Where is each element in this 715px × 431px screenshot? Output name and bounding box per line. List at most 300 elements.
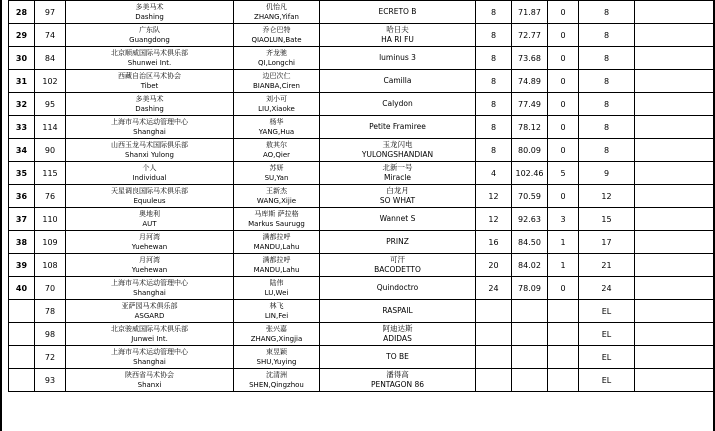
time-time: 77.49 (518, 99, 541, 109)
bib-number-no: 114 (42, 122, 58, 132)
rider-cell (234, 1, 320, 24)
rank-cell (9, 47, 35, 70)
time-time: 80.09 (518, 145, 541, 155)
time-penalties-cell (548, 277, 579, 300)
club-club-en: Shanxi (137, 381, 162, 389)
club-club-en: Shanghai (133, 358, 166, 366)
horse-horse-zh: Petite Framiree (369, 122, 426, 131)
time-penalties-p2: 3 (560, 214, 566, 224)
empty-cell (635, 208, 715, 231)
horse-horse-zh: Calydon (382, 99, 413, 108)
horse-cell (320, 139, 476, 162)
rank-cell (9, 208, 35, 231)
rank-cell (9, 93, 35, 116)
club-club-en: Dashing (135, 13, 164, 21)
rider-rider-zh: 边巴次仁 (262, 72, 291, 80)
bib-number-cell (35, 162, 66, 185)
club-club-en: Guangdong (129, 36, 170, 44)
total-total: EL (601, 375, 612, 385)
rider-cell (234, 185, 320, 208)
rider-rider-en: QI,Longchi (258, 59, 295, 67)
club-club-en: Dashing (135, 105, 164, 113)
bib-number-cell (35, 24, 66, 47)
empty-cell (635, 1, 715, 24)
horse-horse-zh: 玉龙闪电 (382, 140, 413, 149)
rank-cell (9, 70, 35, 93)
total-cell (579, 369, 635, 392)
club-club-en: Shanxi Yulong (125, 151, 174, 159)
time-penalties-p2: 0 (560, 7, 566, 17)
bib-number-no: 102 (42, 76, 58, 86)
rider-rider-en: BIANBA,Ciren (252, 82, 300, 90)
time-penalties-p2: 1 (560, 237, 566, 247)
penalties-p1: 8 (490, 76, 497, 86)
club-cell (66, 93, 234, 116)
rank-cell (9, 346, 35, 369)
empty-cell (635, 139, 715, 162)
horse-cell (320, 346, 476, 369)
time-penalties-cell (548, 47, 579, 70)
table-row (9, 369, 715, 392)
rank-cell (9, 231, 35, 254)
penalties-p1: 8 (490, 99, 497, 109)
bib-number-cell (35, 254, 66, 277)
table-row (9, 208, 715, 231)
total-cell (579, 231, 635, 254)
empty-cell (635, 93, 715, 116)
rider-cell (234, 346, 320, 369)
rank-rank: 28 (15, 7, 28, 17)
club-club-zh: 奥地利 (139, 210, 160, 218)
table-row (9, 346, 715, 369)
table-row (9, 116, 715, 139)
time-penalties-p2: 0 (560, 122, 566, 132)
bib-number-no: 109 (42, 237, 58, 247)
penalties-cell (476, 24, 512, 47)
time-cell (512, 24, 548, 47)
horse-horse-zh: 潘得高 (386, 370, 409, 379)
club-club-en: Yuehewan (131, 243, 168, 251)
time-penalties-p2: 0 (560, 99, 566, 109)
rank-cell (9, 162, 35, 185)
club-club-zh: 天星调良国际马术俱乐部 (111, 187, 188, 195)
time-cell (512, 185, 548, 208)
time-cell (512, 70, 548, 93)
rider-cell (234, 162, 320, 185)
time-cell (512, 277, 548, 300)
penalties-cell (476, 277, 512, 300)
horse-horse-zh: 可汗 (390, 255, 405, 264)
bib-number-cell (35, 139, 66, 162)
penalties-cell (476, 139, 512, 162)
bib-number-cell (35, 185, 66, 208)
empty-cell (635, 185, 715, 208)
time-time: 78.09 (518, 283, 541, 293)
time-cell (512, 162, 548, 185)
bib-number-no: 70 (44, 283, 56, 293)
total-total: 8 (603, 7, 610, 17)
time-penalties-cell (548, 300, 579, 323)
club-cell (66, 369, 234, 392)
club-club-en: Yuehewan (131, 266, 168, 274)
penalties-cell (476, 208, 512, 231)
club-cell (66, 185, 234, 208)
empty-cell (635, 254, 715, 277)
penalties-cell (476, 254, 512, 277)
empty-cell (635, 162, 715, 185)
penalties-p1: 12 (488, 214, 499, 224)
rider-cell (234, 70, 320, 93)
total-total: EL (601, 306, 612, 316)
rider-cell (234, 277, 320, 300)
time-cell (512, 323, 548, 346)
rider-cell (234, 47, 320, 70)
time-cell (512, 254, 548, 277)
horse-cell (320, 93, 476, 116)
club-cell (66, 70, 234, 93)
club-cell (66, 139, 234, 162)
penalties-cell (476, 70, 512, 93)
penalties-p1: 8 (490, 30, 497, 40)
rank-rank: 36 (15, 191, 28, 201)
club-club-en: Junwei Int. (131, 335, 168, 343)
rider-rider-en: AO,Qier (262, 151, 291, 159)
penalties-cell (476, 300, 512, 323)
penalties-cell (476, 116, 512, 139)
rider-cell (234, 300, 320, 323)
horse-horse-zh: 哈日夫 (386, 25, 409, 34)
time-cell (512, 139, 548, 162)
club-club-en: Shanghai (133, 289, 166, 297)
empty-cell (635, 277, 715, 300)
total-total: 21 (601, 260, 612, 270)
total-total: EL (601, 352, 612, 362)
club-club-zh: 亚萨园马术俱乐部 (121, 302, 178, 310)
bib-number-cell (35, 208, 66, 231)
penalties-cell (476, 93, 512, 116)
horse-horse-en: Miracle (383, 173, 412, 182)
time-penalties-p2: 0 (560, 30, 566, 40)
penalties-cell (476, 323, 512, 346)
time-cell (512, 116, 548, 139)
time-penalties-p2: 0 (560, 191, 566, 201)
time-time: 71.87 (518, 7, 541, 17)
total-total: 24 (601, 283, 612, 293)
rank-cell (9, 254, 35, 277)
horse-horse-zh: ECRETO B (378, 7, 417, 16)
bib-number-cell (35, 346, 66, 369)
rider-rider-zh: 束昱颖 (266, 348, 287, 356)
total-cell (579, 323, 635, 346)
bib-number-no: 108 (42, 260, 58, 270)
rank-rank: 34 (15, 145, 28, 155)
time-penalties-p2: 0 (560, 145, 566, 155)
rider-cell (234, 208, 320, 231)
club-club-zh: 上海市马术运动管理中心 (111, 118, 188, 126)
rider-rider-zh: 乔仑巴特 (262, 26, 291, 34)
club-club-zh: 山西玉龙马术国际俱乐部 (111, 141, 188, 149)
rider-rider-zh: 张兴嘉 (266, 325, 287, 333)
rider-rider-zh: 林飞 (269, 302, 284, 310)
bib-number-no: 84 (44, 53, 56, 63)
empty-cell (635, 47, 715, 70)
horse-horse-zh: Camilla (383, 76, 412, 85)
penalties-cell (476, 346, 512, 369)
bib-number-cell (35, 47, 66, 70)
total-cell (579, 116, 635, 139)
bib-number-cell (35, 1, 66, 24)
rider-cell (234, 369, 320, 392)
club-cell (66, 254, 234, 277)
rider-rider-zh: 满都拉呼 (262, 256, 291, 264)
time-cell (512, 47, 548, 70)
penalties-p1: 24 (488, 283, 499, 293)
rider-rider-en: LIN,Fei (264, 312, 289, 320)
penalties-p1: 8 (490, 122, 497, 132)
horse-horse-zh: luminus 3 (379, 53, 416, 62)
horse-horse-en: BACODETTO (374, 265, 421, 274)
club-cell (66, 1, 234, 24)
total-cell (579, 93, 635, 116)
time-cell (512, 300, 548, 323)
horse-horse-zh: 阿迪达斯 (382, 324, 413, 333)
club-cell (66, 208, 234, 231)
empty-cell (635, 24, 715, 47)
rider-rider-en: MANDU,Lahu (253, 266, 300, 274)
time-penalties-cell (548, 24, 579, 47)
total-cell (579, 208, 635, 231)
club-cell (66, 116, 234, 139)
club-cell (66, 323, 234, 346)
bib-number-cell (35, 93, 66, 116)
horse-cell (320, 369, 476, 392)
club-club-en: Individual (132, 174, 167, 182)
time-time: 102.46 (515, 168, 544, 178)
bib-number-cell (35, 300, 66, 323)
total-cell (579, 70, 635, 93)
club-cell (66, 300, 234, 323)
club-club-en: Tibet (140, 82, 159, 90)
horse-cell (320, 300, 476, 323)
bib-number-no: 115 (42, 168, 58, 178)
horse-horse-zh: Wannet S (379, 214, 416, 223)
club-club-en: Equuleus (133, 197, 166, 205)
total-total: 8 (603, 122, 610, 132)
total-cell (579, 24, 635, 47)
club-cell (66, 346, 234, 369)
horse-horse-en: HA RI FU (381, 35, 414, 44)
total-cell (579, 300, 635, 323)
penalties-p1: 4 (490, 168, 497, 178)
horse-cell (320, 185, 476, 208)
rank-cell (9, 139, 35, 162)
total-total: 8 (603, 145, 610, 155)
rank-rank: 30 (15, 53, 28, 63)
rank-cell (9, 300, 35, 323)
rank-rank: 38 (15, 237, 28, 247)
time-cell (512, 93, 548, 116)
horse-horse-en: ADIDAS (383, 334, 412, 343)
table-row (9, 254, 715, 277)
horse-horse-en: YULONGSHANDIAN (361, 150, 434, 159)
table-row (9, 139, 715, 162)
rank-cell (9, 277, 35, 300)
rider-rider-en: LIU,Xiaoke (258, 105, 295, 113)
club-club-zh: 上海市马术运动管理中心 (111, 279, 188, 287)
horse-cell (320, 162, 476, 185)
rider-rider-zh: 满都拉呼 (262, 233, 291, 241)
table-row (9, 300, 715, 323)
club-club-zh: 北京骏威国际马术俱乐部 (111, 325, 188, 333)
table-row (9, 47, 715, 70)
rank-cell (9, 185, 35, 208)
total-total: 8 (603, 30, 610, 40)
penalties-p1: 12 (488, 191, 499, 201)
horse-cell (320, 1, 476, 24)
rider-rider-en: QIAOLUN,Bate (251, 36, 302, 44)
horse-cell (320, 116, 476, 139)
penalties-p1: 8 (490, 7, 497, 17)
bib-number-cell (35, 323, 66, 346)
horse-cell (320, 323, 476, 346)
time-penalties-cell (548, 185, 579, 208)
time-time: 72.77 (518, 30, 541, 40)
total-total: EL (601, 329, 612, 339)
table-row (9, 231, 715, 254)
total-total: 17 (601, 237, 612, 247)
results-table (8, 0, 715, 392)
rider-rider-zh: 刘小可 (266, 95, 287, 103)
time-time: 74.89 (518, 76, 541, 86)
club-club-zh: 个人 (142, 164, 157, 172)
total-total: 12 (601, 191, 612, 201)
rank-rank: 33 (15, 122, 28, 132)
table-row (9, 323, 715, 346)
time-penalties-cell (548, 162, 579, 185)
rider-rider-en: LU,Wei (264, 289, 289, 297)
rider-rider-en: SHEN,Qingzhou (249, 381, 304, 389)
table-row (9, 162, 715, 185)
horse-cell (320, 231, 476, 254)
rank-cell (9, 116, 35, 139)
time-cell (512, 1, 548, 24)
time-penalties-p2: 0 (560, 283, 566, 293)
total-total: 8 (603, 99, 610, 109)
rider-rider-en: SU,Yan (264, 174, 289, 182)
penalties-cell (476, 47, 512, 70)
horse-horse-zh: RASPAIL (382, 306, 413, 315)
time-time: 84.50 (518, 237, 541, 247)
bib-number-no: 78 (44, 306, 56, 316)
bib-number-no: 90 (44, 145, 56, 155)
bib-number-no: 110 (42, 214, 58, 224)
bib-number-no: 74 (44, 30, 56, 40)
penalties-cell (476, 231, 512, 254)
rider-cell (234, 231, 320, 254)
bib-number-no: 93 (44, 375, 56, 385)
club-club-zh: 月河湾 (139, 233, 160, 241)
table-row (9, 185, 715, 208)
rider-rider-zh: 陆伟 (269, 279, 284, 287)
club-club-zh: 西藏自治区马术协会 (118, 72, 181, 80)
penalties-cell (476, 1, 512, 24)
total-total: 8 (603, 76, 610, 86)
club-club-en: AUT (142, 220, 157, 228)
time-cell (512, 208, 548, 231)
time-time: 73.68 (518, 53, 541, 63)
time-cell (512, 346, 548, 369)
time-time: 84.02 (518, 260, 541, 270)
rider-rider-en: WANG,Xijie (256, 197, 297, 205)
total-cell (579, 346, 635, 369)
total-cell (579, 139, 635, 162)
time-penalties-cell (548, 1, 579, 24)
penalties-p1: 20 (488, 260, 499, 270)
time-penalties-cell (548, 139, 579, 162)
rider-rider-zh: 仉怡凡 (266, 3, 287, 11)
club-club-en: ASGARD (134, 312, 165, 320)
club-club-zh: 广东队 (139, 26, 160, 34)
time-penalties-cell (548, 369, 579, 392)
total-cell (579, 254, 635, 277)
rank-cell (9, 1, 35, 24)
bib-number-cell (35, 116, 66, 139)
rider-rider-zh: 王新杰 (266, 187, 287, 195)
time-penalties-cell (548, 346, 579, 369)
penalties-cell (476, 185, 512, 208)
table-row (9, 277, 715, 300)
rank-rank: 37 (15, 214, 28, 224)
bib-number-no: 95 (44, 99, 56, 109)
total-cell (579, 1, 635, 24)
rank-rank: 32 (15, 99, 28, 109)
total-cell (579, 185, 635, 208)
rank-rank: 35 (15, 168, 28, 178)
bib-number-cell (35, 231, 66, 254)
penalties-p1: 8 (490, 145, 497, 155)
horse-cell (320, 208, 476, 231)
club-cell (66, 47, 234, 70)
time-penalties-cell (548, 254, 579, 277)
rank-rank: 31 (15, 76, 28, 86)
club-club-en: Shanghai (133, 128, 166, 136)
rider-rider-zh: 齐龙驰 (266, 49, 287, 57)
total-cell (579, 277, 635, 300)
table-row (9, 24, 715, 47)
penalties-p1: 8 (490, 53, 497, 63)
penalties-p1: 16 (488, 237, 499, 247)
empty-cell (635, 116, 715, 139)
empty-cell (635, 70, 715, 93)
bib-number-cell (35, 369, 66, 392)
rank-rank: 40 (15, 283, 28, 293)
club-cell (66, 162, 234, 185)
empty-cell (635, 323, 715, 346)
total-cell (579, 47, 635, 70)
rider-rider-en: MANDU,Lahu (253, 243, 300, 251)
club-club-en: Shunwei Int. (127, 59, 172, 67)
rider-cell (234, 254, 320, 277)
total-total: 15 (601, 214, 612, 224)
horse-cell (320, 24, 476, 47)
bib-number-no: 98 (44, 329, 56, 339)
empty-cell (635, 231, 715, 254)
penalties-cell (476, 369, 512, 392)
horse-horse-zh: TO BE (386, 352, 409, 361)
time-time: 92.63 (518, 214, 541, 224)
rider-cell (234, 24, 320, 47)
rider-rider-zh: 马库斯 萨拉格 (254, 210, 299, 218)
